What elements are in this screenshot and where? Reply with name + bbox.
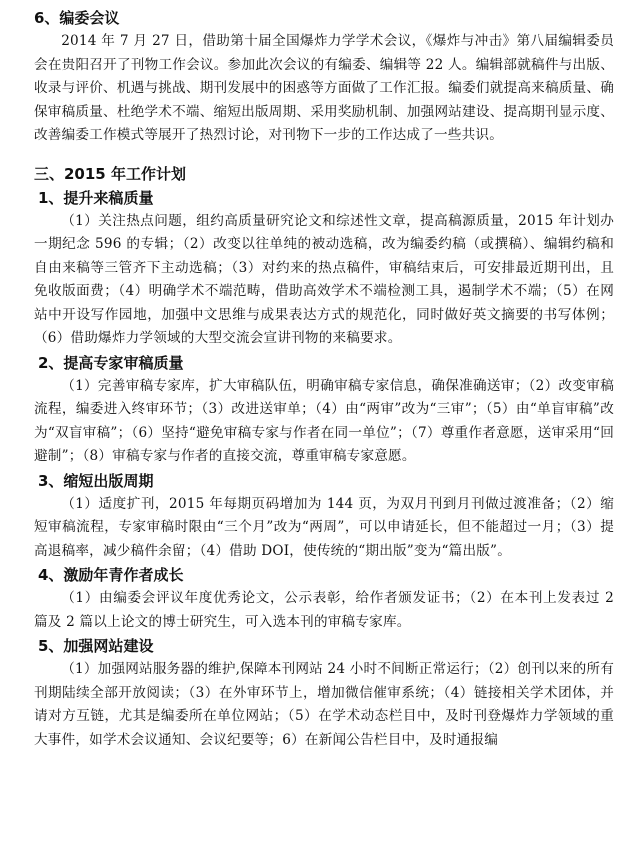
- plan-2-body: （1）完善审稿专家库，扩大审稿队伍，明确审稿专家信息，确保准确送审；（2）改变审稿流程，编委进入终审环节；（3）改进送审单；（4）由“两审”改为“三审”；（5）由“单盲审稿”改为“双盲审稿”；（6）坚持“避免审稿专家与作者在同一单位”；（7）尊重作者意愿，送审采用“回避制”；（8）审稿专家与作者的直接交流，尊重审稿专家意愿。: [34, 377, 614, 464]
- plan-1-heading: 1、提升来稿质量: [38, 188, 154, 207]
- section-6-heading: 6、编委会议: [34, 9, 120, 27]
- section-3-heading: 三、2015 年工作计划: [34, 164, 186, 183]
- plan-4-body: （1）由编委会评议年度优秀论文，公示表彰，给作者颁发证书；（2）在本刊上发表过 2 篇及 2 篇以上论文的博士研究生，可入选本刊的审稿专家库。: [34, 590, 614, 630]
- plan-5-heading: 5、加强网站建设: [38, 637, 154, 655]
- section-6-body: 2014 年 7 月 27 日，借助第十届全国爆炸力学学术会议，《爆炸与冲击》第八届编辑委员会在贵阳召开了刊物工作会议。参加此次会议的有编委、编辑等 22 人。编辑部就稿件与出版、收录与评价、机遇与挑战、期刊发展中的困惑等方面做了工作汇报。编委们就提高来稿质量、确保审稿质量、杜绝学术不端、缩短出版周期、采用奖励机制、加强网站建设、提高期刊显示度、改善编委工作模式等展开了热烈讨论，对刊物下一步的工作达成了一些共识。: [34, 33, 614, 143]
- plan-3-body: （1）适度扩刊，2015 年每期页码增加为 144 页，为双月刊到月刊做过渡准备；（2）缩短审稿流程，专家审稿时限由“三个月”改为“两周”，可以申请延长，但不能超过一月；（3）提高退稿率，减少稿件余留；（4）借助 DOI，使传统的“期出版”变为“篇出版”。: [34, 495, 614, 559]
- plan-3-heading: 3、缩短出版周期: [38, 471, 154, 490]
- plan-5-body: （1）加强网站服务器的维护,保障本刊网站 24 小时不间断正常运行；（2）创刊以来的所有刊期陆续全部开放阅读；（3）在外审环节上，增加微信催审系统；（4）链接相关学术团体，并请对方互链，尤其是编委所在单位网站；（5）在学术动态栏目中，及时刊登爆炸力学领域的重大事件，如学术会议通知、会议纪要等；6）在新闻公告栏目中，及时通报编: [34, 661, 614, 748]
- plan-2-heading: 2、提高专家审稿质量: [38, 353, 184, 372]
- plan-4-heading: 4、激励年青作者成长: [38, 566, 184, 584]
- plan-1-body: （1）关注热点问题，组约高质量研究论文和综述性文章，提高稿源质量，2015 年计划办一期纪念 596 的专辑；（2）改变以往单纯的被动选稿，改为编委约稿（或撰稿）、编辑约稿和自由来稿等三管齐下主动选稿；（3）对约来的热点稿件，审稿结束后，可安排最近期刊出，且免收版面费；（4）明确学术不端范畴，借助高效学术不端检测工具，遏制学术不端；（5）在网站中开设写作园地，加强中文思维与成果表达方式的规范化，同时做好英文摘要的书写体例；（6）借助爆炸力学领域的大型交流会宣讲刊物的来稿要求。: [34, 212, 614, 346]
